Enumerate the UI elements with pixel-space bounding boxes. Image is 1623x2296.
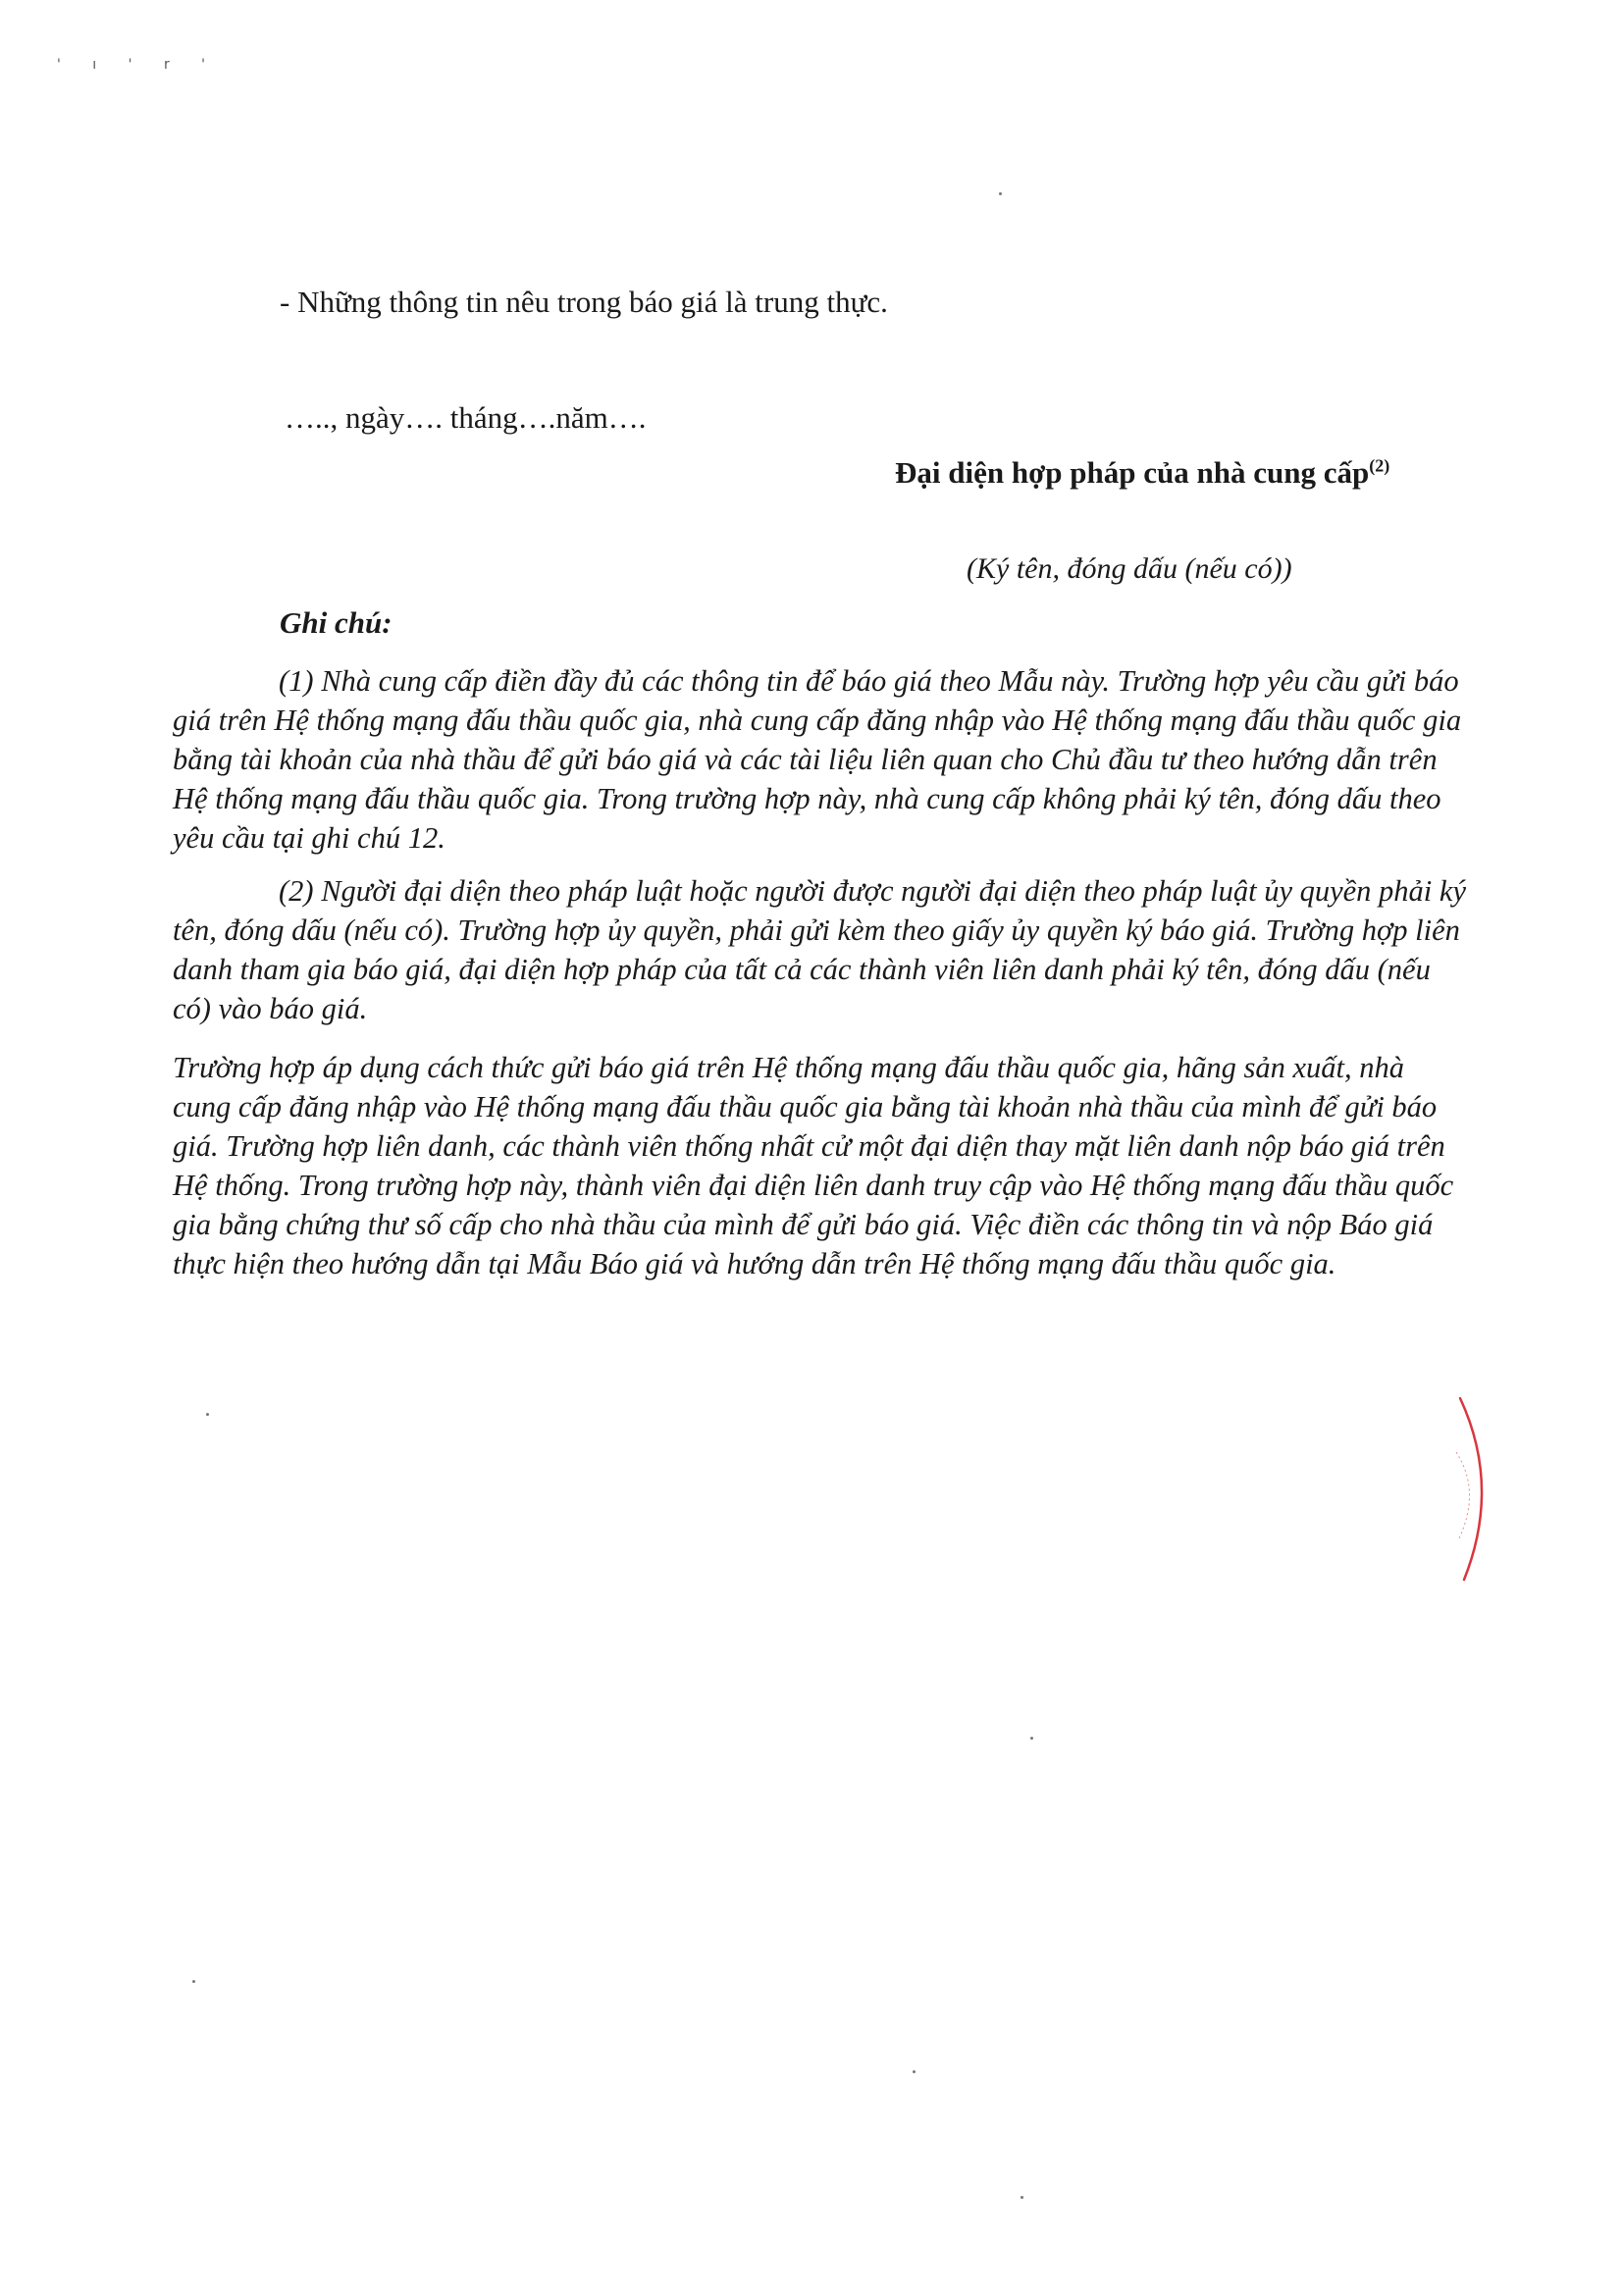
representative-title-text: Đại diện hợp pháp của nhà cung cấp <box>895 455 1370 490</box>
footnote-marker: (2) <box>1369 455 1390 476</box>
note-item-1: (1) Nhà cung cấp điền đầy đủ các thông tin để báo giá theo Mẫu này. Trường hợp yêu cầu gửi báo giá trên Hệ thống mạng đấu thầu quốc gia, nhà cung cấp đăng nhập vào Hệ thống mạng đấu thầu quốc gia bằng tài khoản của nhà thầu để gửi báo giá và các tài liệu liên quan cho Chủ đầu tư theo hướng dẫn trên Hệ thống mạng đấu thầu quốc gia. Trong trường hợp này, nhà cung cấp không phải ký tên, đóng dấu theo yêu cầu tại ghi chú 12. <box>173 664 1462 855</box>
scan-speck <box>999 192 1002 195</box>
scan-artifact-marks: ' ı ' r ' <box>57 57 219 73</box>
declaration-statement: - Những thông tin nêu trong báo giá là trung thực. <box>280 285 888 319</box>
date-line: ….., ngày…. tháng….năm…. <box>285 400 647 435</box>
scan-speck <box>1030 1737 1033 1740</box>
note-item-3: Trường hợp áp dụng cách thức gửi báo giá trên Hệ thống mạng đấu thầu quốc gia, hãng sản xuất, nhà cung cấp đăng nhập vào Hệ thống mạng đấu thầu quốc gia bằng tài khoản nhà thầu của mình để gửi báo giá. Trường hợp liên danh, các thành viên thống nhất cử một đại diện thay mặt liên danh nộp báo giá trên Hệ thống. Trong trường hợp này, thành viên đại diện liên danh truy cập vào Hệ thống mạng đấu thầu quốc gia bằng chứng thư số cấp cho nhà thầu của mình để gửi báo giá. Việc điền các thông tin và nộp Báo giá thực hiện theo hướng dẫn tại Mẫu Báo giá và hướng dẫn trên Hệ thống mạng đấu thầu quốc gia. <box>173 1051 1454 1280</box>
scan-speck <box>206 1413 209 1416</box>
scan-speck <box>192 1980 195 1983</box>
representative-title <box>895 455 1389 491</box>
notes-heading: Ghi chú: <box>280 605 393 640</box>
scan-speck <box>1021 2196 1023 2199</box>
note-item-2: (2) Người đại diện theo pháp luật hoặc người được người đại diện theo pháp luật ủy quyền phải ký tên, đóng dấu (nếu có). Trường hợp ủy quyền, phải gửi kèm theo giấy ủy quyền ký báo giá. Trường hợp liên danh tham gia báo giá, đại diện hợp pháp của tất cả các thành viên liên danh phải ký tên, đóng dấu (nếu có) vào báo giá. <box>173 874 1466 1025</box>
red-stamp-edge <box>1442 1393 1521 1590</box>
scan-speck <box>913 2070 916 2073</box>
signature-instruction: (Ký tên, đóng dấu (nếu có)) <box>967 552 1292 585</box>
